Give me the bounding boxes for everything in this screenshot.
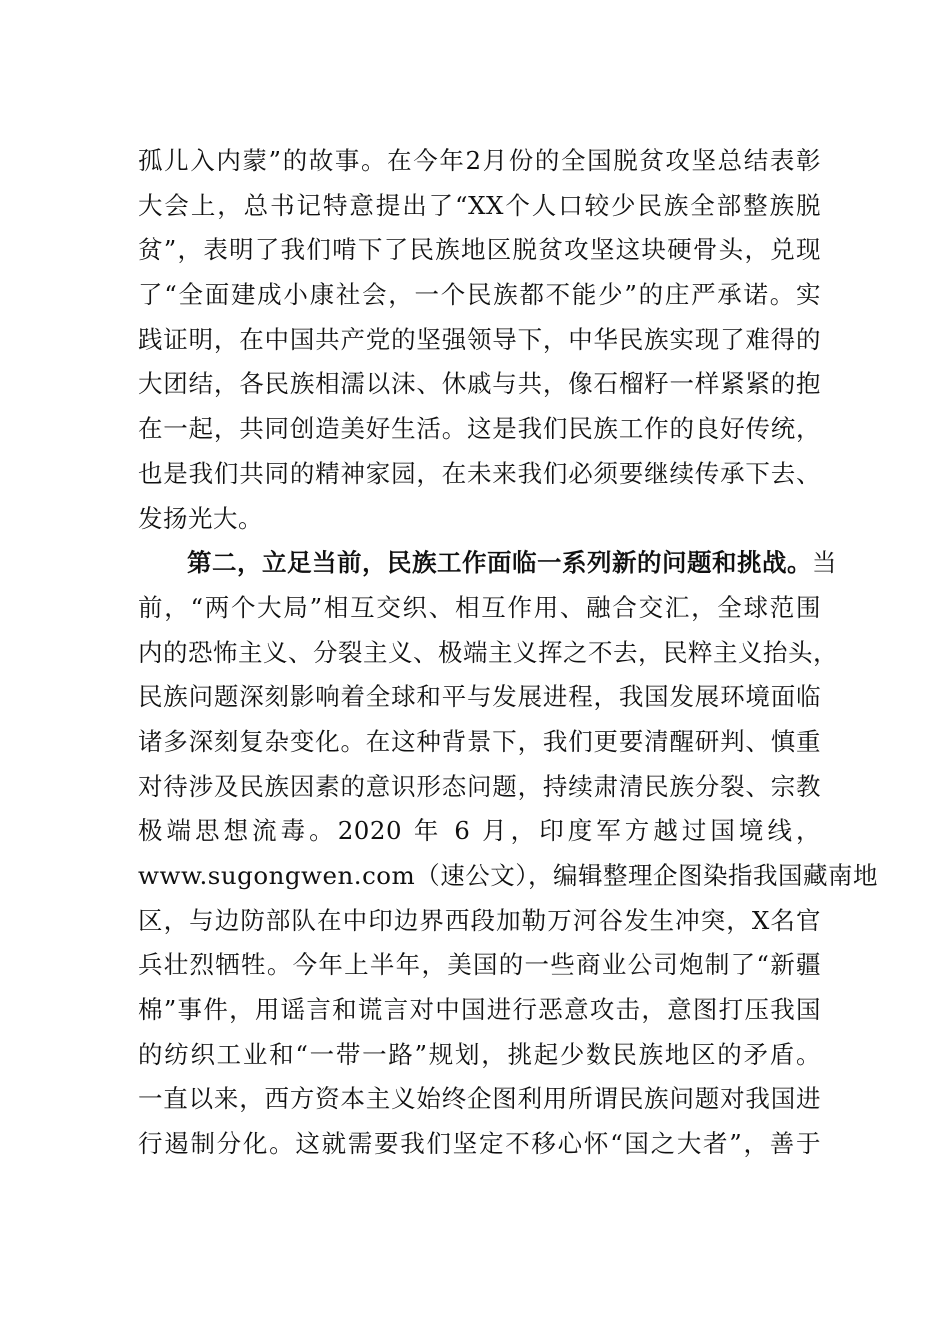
text-line: 前，“两个大局”相互交织、相互作用、融合交汇，全球范围 bbox=[138, 592, 821, 622]
paragraph-1 bbox=[138, 139, 821, 541]
text-line: 内的恐怖主义、分裂主义、极端主义挥之不去，民粹主义抬头， bbox=[138, 637, 838, 667]
text-line: 民族问题深刻影响着全球和平与发展进程，我国发展环境面临 bbox=[138, 682, 821, 712]
heading-tail-text: 当 bbox=[812, 548, 837, 578]
text-line: 践证明，在中国共产党的坚强领导下，中华民族实现了难得的 bbox=[138, 324, 821, 354]
text-line: 发扬光大。 bbox=[138, 503, 263, 533]
text-line: 对待涉及民族因素的意识形态问题，持续肃清民族分裂、宗教 bbox=[138, 771, 821, 801]
text-line: 棉”事件，用谣言和谎言对中国进行恶意攻击，意图打压我国 bbox=[138, 995, 821, 1025]
text-line: 诸多深刻复杂变化。在这种背景下，我们更要清醒研判、慎重 bbox=[138, 726, 821, 756]
text-line: 也是我们共同的精神家园，在未来我们必须要继续传承下去、 bbox=[138, 458, 821, 488]
text-line: 的纺织工业和“一带一路”规划，挑起少数民族地区的矛盾。 bbox=[138, 1039, 821, 1069]
text-line: 孤儿入内蒙”的故事。在今年2月份的全国脱贫攻坚总结表彰 bbox=[138, 146, 821, 175]
text-line: 极端思想流毒。2020 年 6 月，印度军方越过国境线， bbox=[138, 816, 821, 846]
text-line: 在一起，共同创造美好生活。这是我们民族工作的良好传统， bbox=[138, 414, 821, 444]
section-heading: 第二，立足当前，民族工作面临一系列新的问题和挑战。 bbox=[187, 548, 812, 578]
paragraph-2 bbox=[138, 541, 879, 1167]
text-line: 兵壮烈牺牲。今年上半年，美国的一些商业公司炮制了“新疆 bbox=[138, 950, 821, 980]
text-line: 区，与边防部队在中印边界西段加勒万河谷发生冲突，X名官 bbox=[138, 905, 821, 935]
text-line: 大团结，各民族相濡以沫、休戚与共，像石榴籽一样紧紧的抱 bbox=[138, 369, 821, 399]
text-line: 行遏制分化。这就需要我们坚定不移心怀“国之大者”，善于 bbox=[138, 1129, 821, 1159]
text-line: 一直以来，西方资本主义始终企图利用所谓民族问题对我国进 bbox=[138, 1084, 821, 1114]
text-line: 大会上，总书记特意提出了“XX个人口较少民族全部整族脱 bbox=[138, 190, 821, 220]
text-line: 了“全面建成小康社会，一个民族都不能少”的庄严承诺。实 bbox=[138, 280, 821, 310]
paragraph-2-first-line bbox=[138, 541, 837, 586]
document-page bbox=[138, 139, 879, 1167]
text-line: 贫”，表明了我们啃下了民族地区脱贫攻坚这块硬骨头，兑现 bbox=[138, 235, 821, 265]
text-line: www.sugongwen.com（速公文），编辑整理企图染指我国藏南地 bbox=[138, 861, 879, 890]
